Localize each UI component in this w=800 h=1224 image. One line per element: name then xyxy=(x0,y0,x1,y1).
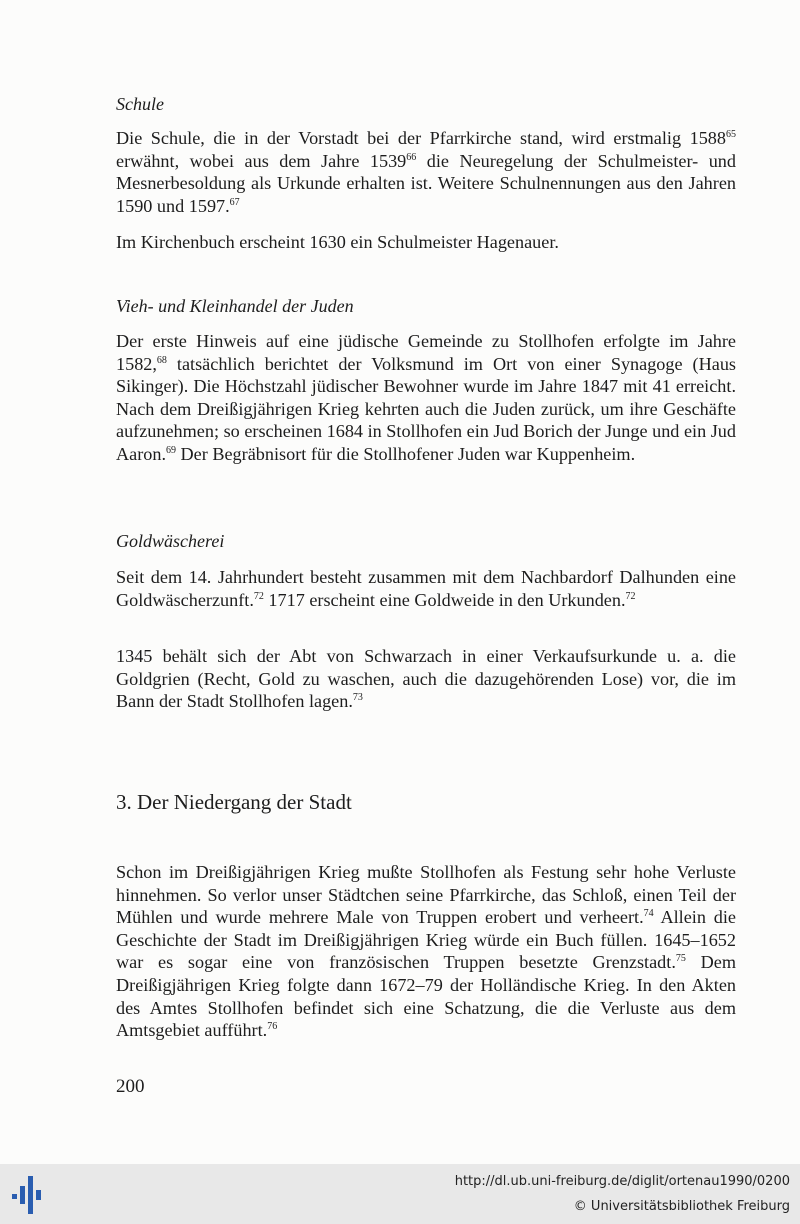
paragraph-goldwaescherei-1: Seit dem 14. Jahrhundert besteht zusammen mit dem Nachbardorf Dalhunden eine Goldwäscherzunft.$^{72}$ 1717 erscheint eine Goldweide in den Urkunden.$^{72}$ xyxy=(116,567,736,610)
footnote-ref: 67 xyxy=(229,196,240,208)
paragraph-niedergang-1: Schon im Dreißigjährigen Krieg mußte Stollhofen als Festung sehr hohe Verluste hinnehmen. So verlor unser Städtchen seine Pfarrkirche, das Schloß, einen Teil der Mühlen und wurde mehrere Male von Truppen erobert und verheert.$^{74}$ Allein die Geschichte der Stadt im Dreißigjährigen Krieg würde ein Buch füllen. 1645–1652 war es sogar eine von französischen Truppen besetzte Grenzstadt.$^{75}$ Dem Dreißigjährigen Krieg folgte dann 1672–79 der Holländische Krieg. In den Akten des Amtes Stollhofen befindet sich eine Schatzung, die die Verluste aus dem Amtsgebiet aufführt.$^{76}$ xyxy=(116,862,736,1041)
ub-freiburg-logo-icon xyxy=(10,1172,46,1216)
footnote-ref: 76 xyxy=(267,1021,278,1033)
paragraph-viehhandel-1: Der erste Hinweis auf eine jüdische Gemeinde zu Stollhofen erfolgte im Jahre 1582,68 tatsächlich berichtet der Volksmund im Ort von einer Synagoge (Haus Sikinger). Die Höchstzahl jüdischer Bewohner wurde im Jahre 1847 mit 41 erreicht. Nach dem Dreißigjährigen Krieg kehrten auch die Juden zurück, um ihre Geschäfte aufzunehmen; so erscheinen 1684 in Stollhofen ein Jud Borich der Junge und ein Jud Aaron.$^{69}$ Der Begräbnisort für die Stollhofener Juden war Kuppenheim. xyxy=(116,331,736,464)
footnote-ref: 66 xyxy=(406,151,417,163)
footer-url-link[interactable]: http://dl.ub.uni-freiburg.de/diglit/ortenau1990/0200 xyxy=(454,1174,790,1189)
footer-bar xyxy=(0,1164,800,1224)
page-number: 200 xyxy=(116,1076,145,1097)
footnote-ref: 74 xyxy=(643,908,654,920)
paragraph-schule-2: Im Kirchenbuch erscheint 1630 ein Schulmeister Hagenauer. xyxy=(116,232,559,252)
heading-schule: Schule xyxy=(116,94,164,114)
paragraph-goldwaescherei-2: 1345 behält sich der Abt von Schwarzach in einer Verkaufsurkunde u. a. die Goldgrien (Recht, Gold zu waschen, auch die dazugehörenden Lose) vor, die im Bann der Stadt Stollhofen lagen.$^{73}$ xyxy=(116,646,736,712)
footnote-ref: 68 xyxy=(156,354,167,366)
footnote-ref: 72 xyxy=(625,590,636,602)
footnote-ref: 65 xyxy=(726,128,736,140)
section-title-niedergang: 3. Der Niedergang der Stadt xyxy=(116,790,352,814)
heading-goldwaescherei: Goldwäscherei xyxy=(116,531,225,551)
paragraph-schule-1: Die Schule, die in der Vorstadt bei der Pfarrkirche stand, wird erstmalig 1588$^{65}$ erwähnt, wobei aus dem Jahre 1539$^{66}$ die Neuregelung der Schulmeister- und Mesnerbesoldung als Urkunde erhalten ist. Weitere Schulnennungen aus den Jahren 1590 und 1597.67 xyxy=(116,128,736,216)
footer-copyright: © Universitätsbibliothek Freiburg xyxy=(573,1199,790,1214)
heading-viehhandel: Vieh- und Kleinhandel der Juden xyxy=(116,296,354,316)
footnote-ref: 73 xyxy=(352,692,363,704)
footnote-ref: 75 xyxy=(675,953,686,965)
footnote-ref: 69 xyxy=(166,444,176,456)
footnote-ref: 72 xyxy=(253,590,264,602)
